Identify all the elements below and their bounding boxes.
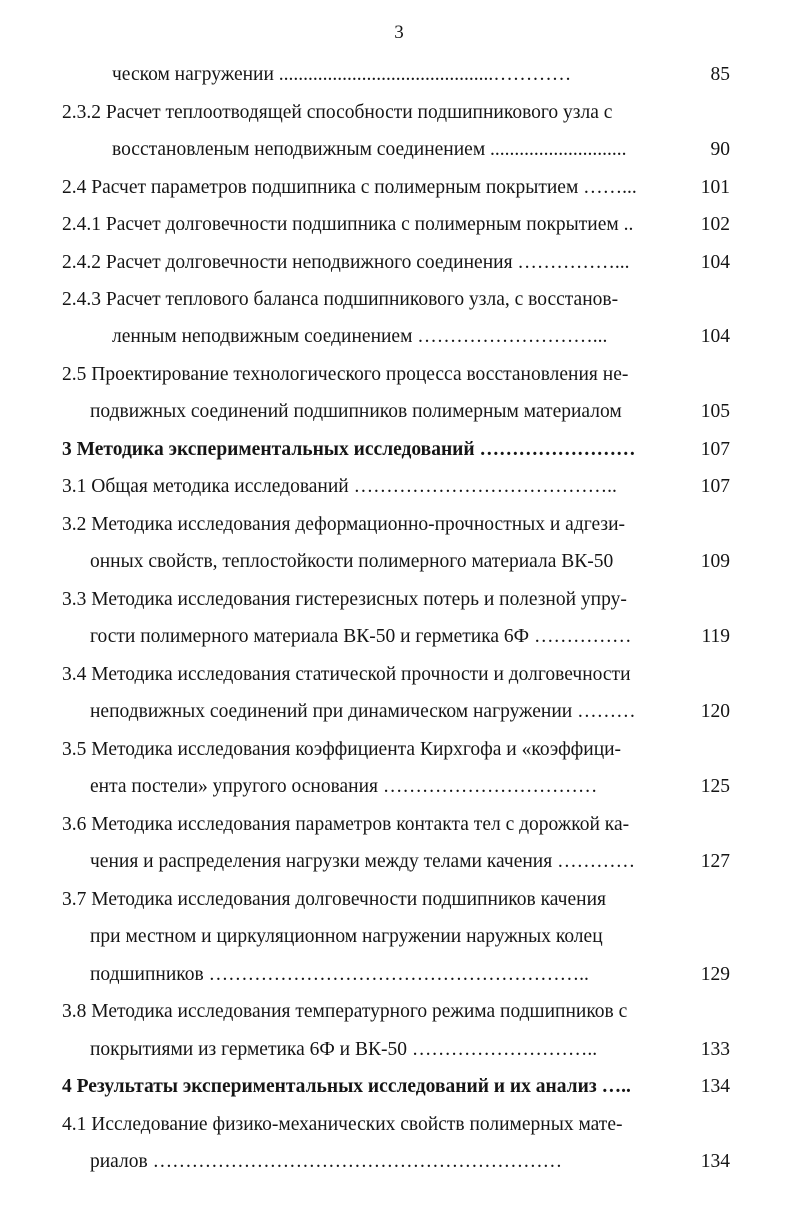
toc-section-heading: 3 Методика экспериментальных исследований …………………… bbox=[62, 439, 636, 460]
toc-entry-text: 2.4.1 Расчет долговечности подшипника с полимерным покрытием .. bbox=[62, 214, 634, 235]
toc-entry-text: 2.4.2 Расчет долговечности неподвижного соединения ……………... bbox=[62, 252, 630, 273]
toc-entry-page: 109 bbox=[700, 551, 730, 572]
toc-entry-text: чения и распределения нагрузки между телами качения ………… bbox=[90, 851, 636, 872]
toc-entry-text: риалов ……………………………………………………… bbox=[90, 1151, 563, 1172]
toc-entry-text: 3.2 Методика исследования деформационно-прочностных и адгези- bbox=[62, 514, 626, 535]
toc-entry-page: 134 bbox=[700, 1151, 730, 1172]
toc-entry-page: 133 bbox=[700, 1039, 730, 1060]
toc-entry-text: 2.3.2 Расчет теплоотводящей способности подшипникового узла с bbox=[62, 102, 613, 123]
toc-entry-text: онных свойств, теплостойкости полимерного материала ВК-50 bbox=[90, 551, 614, 572]
toc-entry-text: при местном и циркуляционном нагружении наружных колец bbox=[90, 926, 603, 947]
toc-entry-page: 119 bbox=[701, 626, 730, 647]
toc-entry-page: 90 bbox=[710, 139, 730, 160]
toc-entry-text: гости полимерного материала ВК-50 и герметика 6Ф …………… bbox=[90, 626, 632, 647]
toc-entry-text: 3.4 Методика исследования статической прочности и долговечности bbox=[62, 664, 631, 685]
toc-entry-text: ленным неподвижным соединением ………………………... bbox=[112, 326, 608, 347]
toc-entry-page: 104 bbox=[700, 252, 730, 273]
toc-entry-text: 4.1 Исследование физико-механических свойств полимерных мате- bbox=[62, 1114, 623, 1135]
toc-entry-page: 101 bbox=[700, 177, 730, 198]
toc-entry-text: подвижных соединений подшипников полимерным материалом bbox=[90, 401, 622, 422]
toc-entry-text: 3.3 Методика исследования гистерезисных потерь и полезной упру- bbox=[62, 589, 627, 610]
toc-entry-page: 85 bbox=[710, 64, 730, 85]
toc-entry-text: 3.5 Методика исследования коэффициента Кирхгофа и «коэффици- bbox=[62, 739, 622, 760]
toc-entry-text: 2.5 Проектирование технологического процесса восстановления не- bbox=[62, 364, 629, 385]
toc-entry-page: 134 bbox=[700, 1076, 730, 1097]
toc-entry-page: 127 bbox=[700, 851, 730, 872]
toc-entry-page: 120 bbox=[700, 701, 730, 722]
toc-entry-text: 3.1 Общая методика исследований ………………………………….. bbox=[62, 476, 617, 497]
toc-entry-page: 105 bbox=[700, 401, 730, 422]
toc-entry-page: 125 bbox=[700, 776, 730, 797]
toc-entry-page: 107 bbox=[700, 476, 730, 497]
toc-section-heading: 4 Результаты экспериментальных исследований и их анализ ….. bbox=[62, 1076, 631, 1097]
toc-entry-page: 104 bbox=[700, 326, 730, 347]
toc-entry-text: 3.8 Методика исследования температурного режима подшипников с bbox=[62, 1001, 628, 1022]
toc-entry-text: покрытиями из герметика 6Ф и ВК-50 ……………………….. bbox=[90, 1039, 598, 1060]
toc-entry-page: 102 bbox=[700, 214, 730, 235]
toc-entry-page: 129 bbox=[700, 964, 730, 985]
toc-entry-text: 2.4 Расчет параметров подшипника с полимерным покрытием ……... bbox=[62, 177, 637, 198]
page-number: 3 bbox=[394, 22, 404, 43]
toc-entry-text: восстановленым неподвижным соединением ............................ bbox=[112, 139, 627, 160]
toc-entry-text: 2.4.3 Расчет теплового баланса подшипникового узла, с восстанов- bbox=[62, 289, 619, 310]
toc-entry-page: 107 bbox=[700, 439, 730, 460]
toc-entry-text: ента постели» упругого основания …………………………… bbox=[90, 776, 598, 797]
toc-entry-text: подшипников ………………………………………………….. bbox=[90, 964, 589, 985]
toc-entry-text: 3.6 Методика исследования параметров контакта тел с дорожкой ка- bbox=[62, 814, 630, 835]
toc-entry-text: ческом нагружении ............................................………… bbox=[112, 64, 572, 85]
toc-entry-text: неподвижных соединений при динамическом нагружении ……… bbox=[90, 701, 636, 722]
toc-entry-text: 3.7 Методика исследования долговечности подшипников качения bbox=[62, 889, 606, 910]
